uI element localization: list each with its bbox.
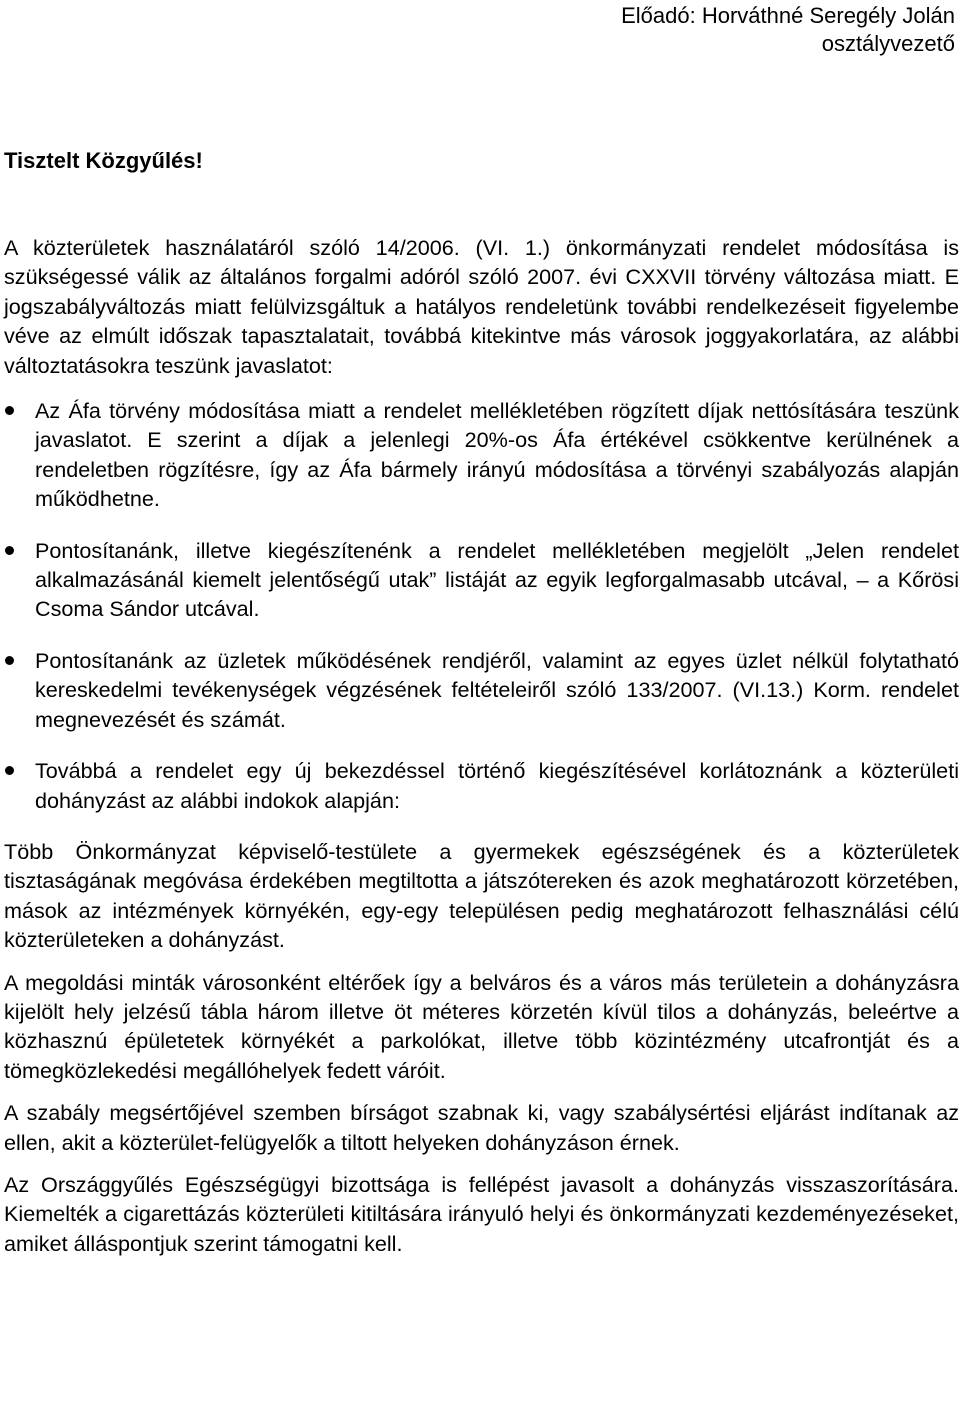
bullet-icon bbox=[5, 766, 14, 775]
list-item-text: Továbbá a rendelet egy új bekezdéssel történő kiegészítésével korlátoznánk a közterületi dohányzást az alábbi indokok alapján: bbox=[35, 758, 959, 813]
presenter-name: Előadó: Horváthné Seregély Jolán bbox=[621, 3, 955, 28]
list-item-text: Pontosítanánk, illetve kiegészítenénk a rendelet mellékletében megjelölt „Jelen rendelet alkalmazásánál kiemelt jelentőségű utak” listáját az egyik legforgalmasabb utcával, – a Kőrösi Csoma Sándor utcával. bbox=[35, 537, 959, 622]
bullet-icon bbox=[5, 656, 14, 665]
document-body bbox=[4, 233, 959, 1271]
intro-paragraph: A közterületek használatáról szóló 14/2006. (VI. 1.) önkormányzati rendelet módosítása is szükségessé válik az általános forgalmi adóról szóló 2007. évi CXXVII törvény változása miatt. E jogszabályváltozás miatt felülvizsgáltuk a hatályos rendeletünk további rendelkezéseit figyelembe véve az elmúlt időszak tapasztalatait, továbbá kitekintve más városok joggyakorlatára, az alábbi változtatásokra teszünk javaslatot: bbox=[4, 235, 959, 378]
list-item bbox=[4, 396, 959, 514]
body-paragraph: Az Országgyűlés Egészségügyi bizottsága is fellépést javasolt a dohányzás visszaszorítására. Kiemelték a cigarettázás közterületi kitiltására irányuló helyi és önkormányzati kezdeményezéseket, amiket álláspontjuk szerint támogatni kell. bbox=[4, 1171, 959, 1256]
list-item bbox=[4, 646, 959, 734]
body-paragraph: A megoldási minták városonként eltérőek így a belváros és a város más területein a dohányzásra kijelölt hely jelzésű tábla három illetve öt méteres körzetén kívül tilos a dohányzás, beleértve a közhasznú épületetek környékét a parkolókat, illetve több közintézmény utcafrontját és a tömegközlekedési megállóhelyek fedett váróit. bbox=[4, 969, 959, 1083]
list-item-text: Az Áfa törvény módosítása miatt a rendelet mellékletében rögzített díjak nettósítására teszünk javaslatot. E szerint a díjak a jelenlegi 20%-os Áfa értékével csökkentve kerülnének a rendeletben rögzítésre, így az Áfa bármely irányú módosítása a törvényi szabályozás alapján működhetne. bbox=[35, 398, 959, 512]
presenter-header bbox=[621, 2, 955, 58]
bullet-icon bbox=[5, 546, 14, 555]
greeting-heading: Tisztelt Közgyűlés! bbox=[4, 148, 203, 173]
proposal-list bbox=[4, 396, 959, 815]
presenter-title: osztályvezető bbox=[821, 31, 955, 56]
body-paragraph: Több Önkormányzat képviselő-testülete a gyermekek egészségének és a közterületek tisztaságának megóvása érdekében megtiltotta a játszótereken és azok meghatározott körzetében, mások az intézmények környékén, egy-egy településen pedig meghatározott felhasználási célú közterületeken a dohányzást. bbox=[4, 838, 959, 953]
list-item bbox=[4, 536, 959, 624]
bullet-icon bbox=[5, 406, 14, 415]
list-item bbox=[4, 756, 959, 815]
body-paragraph: A szabály megsértőjével szemben bírságot szabnak ki, vagy szabálysértési eljárást indítanak az ellen, akit a közterület-felügyelők a tiltott helyeken dohányzáson érnek. bbox=[4, 1100, 959, 1155]
list-item-text: Pontosítanánk az üzletek működésének rendjéről, valamint az egyes üzlet nélkül folytatható kereskedelmi tevékenységek végzésének feltételeiről szóló 133/2007. (VI.13.) Korm. rendelet megnevezését és számát. bbox=[35, 647, 959, 732]
